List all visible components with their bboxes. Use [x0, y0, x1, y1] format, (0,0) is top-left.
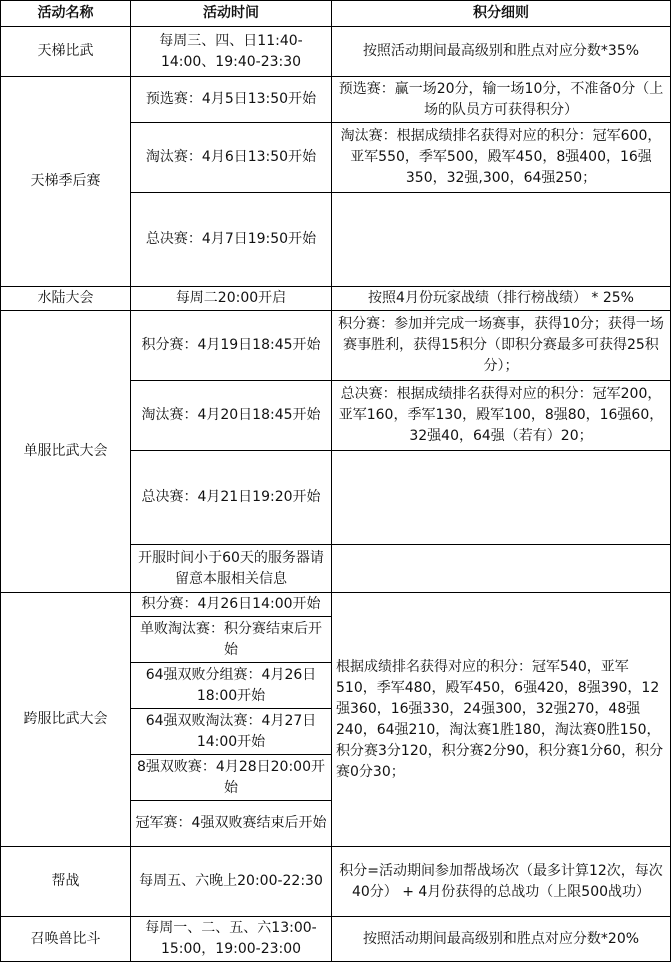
cell-activity-time: 冠军赛：4强双败赛结束后开始: [131, 801, 332, 847]
cell-activity-time: 积分赛：4月26日14:00开始: [131, 593, 332, 617]
table-row: [1, 593, 671, 617]
cell-activity-name: 单服比武大会: [1, 311, 131, 593]
cell-activity-name: 帮战: [1, 847, 131, 917]
cell-activity-time: 64强双败淘汰赛：4月27日14:00开始: [131, 709, 332, 755]
cell-points-rule: 积分赛：参加并完成一场赛事，获得10分；获得一场赛事胜利，获得15积分（即积分赛最多可获得25积分）；: [332, 311, 671, 381]
table-row: [1, 287, 671, 311]
cell-activity-time: 淘汰赛：4月20日18:45开始: [131, 381, 332, 451]
cell-activity-time: 每周五、六晚上20:00-22:30: [131, 847, 332, 917]
cell-activity-time: 每周二20:00开启: [131, 287, 332, 311]
cell-points-rule: 按照4月份玩家战绩（排行榜战绩） * 25%: [332, 287, 671, 311]
cell-activity-time: 64强双败分组赛：4月26日18:00开始: [131, 663, 332, 709]
table-row: [1, 917, 671, 962]
cell-activity-time: 8强双败赛：4月28日20:00开始: [131, 755, 332, 801]
table-row: [1, 77, 671, 123]
cell-points-rule: 根据成绩排名获得对应的积分：冠军540，亚军510，季军480，殿军450，6强420，8强390，12强360，16强330，24强300，32强270，48强240，64强210，淘汰赛1胜180，淘汰赛0胜150，积分赛3分120，积分赛2分90，积分赛1分60，积分赛0分30；: [332, 593, 671, 847]
cell-points-rule: 按照活动期间最高级别和胜点对应分数*20%: [332, 917, 671, 962]
header-activity-time: 活动时间: [131, 1, 332, 27]
cell-points-rule: 总决赛：根据成绩排名获得对应的积分：冠军200，亚军160，季军130，殿军100，8强80，16强60，32强40，64强（若有）20；: [332, 381, 671, 451]
header-activity-name: 活动名称: [1, 1, 131, 27]
cell-activity-time: 预选赛：4月5日13:50开始: [131, 77, 332, 123]
table-row: [1, 311, 671, 381]
cell-points-rule: 按照活动期间最高级别和胜点对应分数*35%: [332, 27, 671, 77]
cell-activity-time: 每周一、二、五、六13:00-15:00，19:00-23:00: [131, 917, 332, 962]
cell-activity-time: 每周三、四、日11:40-14:00、19:40-23:30: [131, 27, 332, 77]
cell-activity-name: 天梯比武: [1, 27, 131, 77]
header-points-rules: 积分细则: [332, 1, 671, 27]
table-row: [1, 847, 671, 917]
cell-points-rule: 淘汰赛：根据成绩排名获得对应的积分：冠军600，亚军550，季军500，殿军450，8强400，16强350，32强,300，64强250；: [332, 123, 671, 193]
cell-activity-name: 召唤兽比斗: [1, 917, 131, 962]
cell-activity-time: 单败淘汰赛：积分赛结束后开始: [131, 617, 332, 663]
cell-points-rule: [332, 545, 671, 593]
table-row: [1, 27, 671, 77]
cell-activity-time: 总决赛：4月7日19:50开始: [131, 193, 332, 287]
cell-activity-time: 淘汰赛：4月6日13:50开始: [131, 123, 332, 193]
cell-points-rule: 积分=活动期间参加帮战场次（最多计算12次，每次40分） + 4月份获得的总战功（上限500战功）: [332, 847, 671, 917]
cell-points-rule: [332, 451, 671, 545]
cell-points-rule: [332, 193, 671, 287]
cell-activity-time: 开服时间小于60天的服务器请留意本服相关信息: [131, 545, 332, 593]
cell-activity-name: 跨服比武大会: [1, 593, 131, 847]
cell-activity-time: 积分赛：4月19日18:45开始: [131, 311, 332, 381]
cell-points-rule: 预选赛：赢一场20分，输一场10分，不准备0分（上场的队员方可获得积分）: [332, 77, 671, 123]
cell-activity-name: 水陆大会: [1, 287, 131, 311]
cell-activity-name: 天梯季后赛: [1, 77, 131, 287]
cell-activity-time: 总决赛：4月21日19:20开始: [131, 451, 332, 545]
header-row: [1, 1, 671, 27]
